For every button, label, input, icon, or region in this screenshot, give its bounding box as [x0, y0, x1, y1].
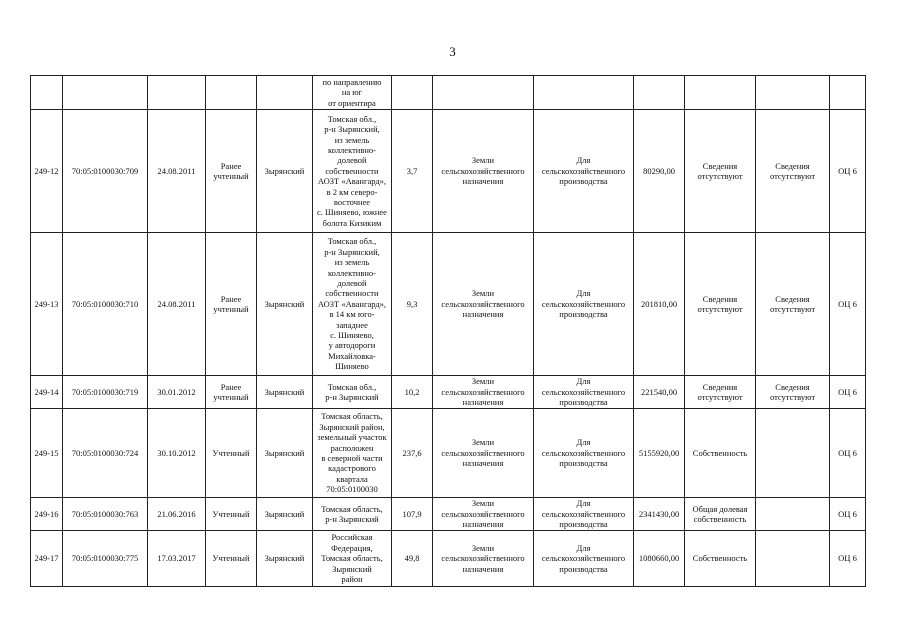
cell-district — [257, 76, 313, 110]
cell-address: Российская Федерация, Томская область, Зырянский район — [313, 531, 392, 587]
cell-address: Томская обл., р-н Зырянский — [313, 376, 392, 409]
cell-date — [148, 76, 206, 110]
cell-cadastral-value: 2341430,00 — [634, 498, 685, 531]
cell-district: Зырянский — [257, 409, 313, 498]
page-number: 3 — [449, 44, 456, 59]
cell-number: 249-15 — [31, 409, 63, 498]
cell-right-type — [685, 76, 756, 110]
cell-group-code — [830, 76, 866, 110]
cell-cadastral-number — [63, 76, 148, 110]
cell-address: по направлению на юг от ориентира — [313, 76, 392, 110]
cell-area: 49,8 — [392, 531, 433, 587]
table-row — [31, 233, 866, 376]
cell-cadastral-value: 221540,00 — [634, 376, 685, 409]
cell-number: 249-14 — [31, 376, 63, 409]
cell-district: Зырянский — [257, 498, 313, 531]
cell-permitted-use: Для сельскохозяйственного производства — [534, 110, 634, 233]
cell-address: Томская обл., р-н Зырянский, из земель коллективно- долевой собственности АОЗТ «Авангард», в 2 км северо- восточнее с. Шиняево, южнее болота Кизиким — [313, 110, 392, 233]
cell-right-type: Сведения отсутствуют — [685, 110, 756, 233]
cell-district: Зырянский — [257, 531, 313, 587]
cell-encumbrance — [756, 409, 830, 498]
cell-date: 24.08.2011 — [148, 233, 206, 376]
cell-group-code: ОЦ 6 — [830, 498, 866, 531]
cell-right-type: Собственность — [685, 531, 756, 587]
cell-encumbrance: Сведения отсутствуют — [756, 233, 830, 376]
table-row — [31, 498, 866, 531]
cell-cadastral-number: 70:05:0100030:719 — [63, 376, 148, 409]
cell-status: Учтенный — [206, 531, 257, 587]
cell-permitted-use: Для сельскохозяйственного производства — [534, 376, 634, 409]
cell-land-category: Земли сельскохозяйственного назначения — [433, 376, 534, 409]
cell-encumbrance — [756, 498, 830, 531]
table-body — [31, 76, 866, 587]
cell-district: Зырянский — [257, 110, 313, 233]
cell-date: 30.10.2012 — [148, 409, 206, 498]
table-row — [31, 531, 866, 587]
cell-encumbrance — [756, 531, 830, 587]
cell-land-category: Земли сельскохозяйственного назначения — [433, 531, 534, 587]
cell-group-code: ОЦ 6 — [830, 409, 866, 498]
cell-area — [392, 76, 433, 110]
cell-cadastral-value: 80290,00 — [634, 110, 685, 233]
cell-date: 30.01.2012 — [148, 376, 206, 409]
cell-cadastral-value: 1080660,00 — [634, 531, 685, 587]
cell-date: 21.06.2016 — [148, 498, 206, 531]
cell-encumbrance: Сведения отсутствуют — [756, 110, 830, 233]
cell-date: 17.03.2017 — [148, 531, 206, 587]
table-row — [31, 376, 866, 409]
cell-permitted-use — [534, 76, 634, 110]
cell-group-code: ОЦ 6 — [830, 376, 866, 409]
cell-group-code: ОЦ 6 — [830, 531, 866, 587]
cell-right-type: Собственность — [685, 409, 756, 498]
cell-land-category — [433, 76, 534, 110]
cell-permitted-use: Для сельскохозяйственного производства — [534, 409, 634, 498]
cell-district: Зырянский — [257, 233, 313, 376]
cell-status — [206, 76, 257, 110]
cell-number: 249-12 — [31, 110, 63, 233]
cell-date: 24.08.2011 — [148, 110, 206, 233]
cell-number — [31, 76, 63, 110]
cell-number: 249-13 — [31, 233, 63, 376]
cell-cadastral-value: 201810,00 — [634, 233, 685, 376]
cell-cadastral-value — [634, 76, 685, 110]
cell-status: Ранее учтенный — [206, 110, 257, 233]
table-row — [31, 76, 866, 110]
cell-cadastral-number: 70:05:0100030:709 — [63, 110, 148, 233]
cell-encumbrance — [756, 76, 830, 110]
cell-encumbrance: Сведения отсутствуют — [756, 376, 830, 409]
cell-land-category: Земли сельскохозяйственного назначения — [433, 409, 534, 498]
cell-land-category: Земли сельскохозяйственного назначения — [433, 498, 534, 531]
cell-area: 237,6 — [392, 409, 433, 498]
land-register-table — [30, 75, 866, 587]
cell-number: 249-17 — [31, 531, 63, 587]
cell-address: Томская область, р-н Зырянский — [313, 498, 392, 531]
cell-group-code: ОЦ 6 — [830, 110, 866, 233]
cell-address: Томская обл., р-н Зырянский, из земель коллективно- долевой собственности АОЗТ «Авангард», в 14 км юго- западнее с. Шиняево, у автодороги Михайловка- Шиняево — [313, 233, 392, 376]
cell-status: Ранее учтенный — [206, 376, 257, 409]
cell-district: Зырянский — [257, 376, 313, 409]
cell-area: 10,2 — [392, 376, 433, 409]
cell-land-category: Земли сельскохозяйственного назначения — [433, 110, 534, 233]
cell-status: Учтенный — [206, 498, 257, 531]
cell-permitted-use: Для сельскохозяйственного производства — [534, 498, 634, 531]
cell-area: 9,3 — [392, 233, 433, 376]
cell-cadastral-number: 70:05:0100030:763 — [63, 498, 148, 531]
cell-cadastral-number: 70:05:0100030:710 — [63, 233, 148, 376]
cell-status: Учтенный — [206, 409, 257, 498]
cell-right-type: Сведения отсутствуют — [685, 233, 756, 376]
cell-number: 249-16 — [31, 498, 63, 531]
cell-cadastral-number: 70:05:0100030:775 — [63, 531, 148, 587]
cell-land-category: Земли сельскохозяйственного назначения — [433, 233, 534, 376]
cell-right-type: Общая долевая собственность — [685, 498, 756, 531]
cell-group-code: ОЦ 6 — [830, 233, 866, 376]
cell-area: 3,7 — [392, 110, 433, 233]
cell-cadastral-number: 70:05:0100030:724 — [63, 409, 148, 498]
table-row — [31, 409, 866, 498]
cell-cadastral-value: 5155920,00 — [634, 409, 685, 498]
cell-area: 107,9 — [392, 498, 433, 531]
cell-permitted-use: Для сельскохозяйственного производства — [534, 531, 634, 587]
cell-address: Томская область, Зырянский район, земельный участок расположен в северной части кадастрового квартала 70:05:0100030 — [313, 409, 392, 498]
cell-right-type: Сведения отсутствуют — [685, 376, 756, 409]
cell-permitted-use: Для сельскохозяйственного производства — [534, 233, 634, 376]
table-row — [31, 110, 866, 233]
cell-status: Ранее учтенный — [206, 233, 257, 376]
